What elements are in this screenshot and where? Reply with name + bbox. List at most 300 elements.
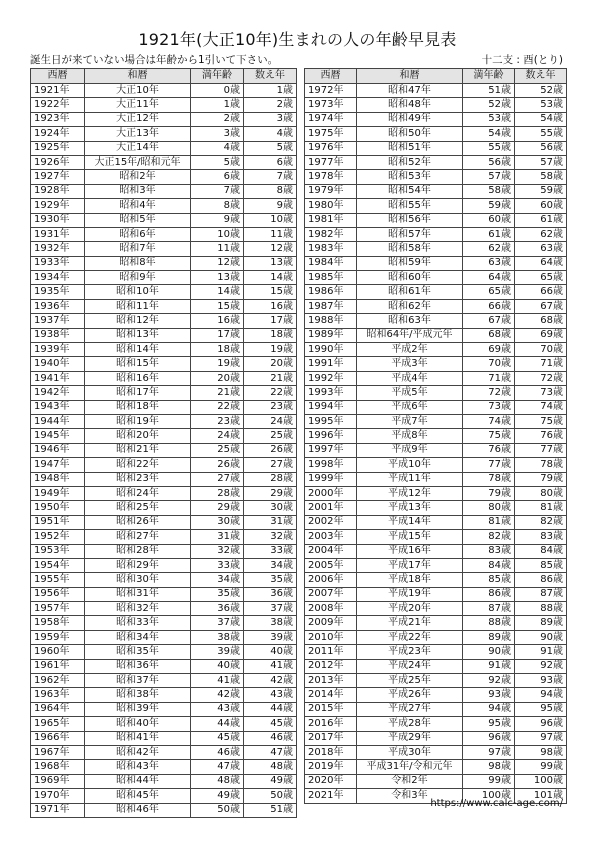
cell-seireki: 1946年 [31,443,85,457]
cell-seireki: 2013年 [305,674,357,688]
cell-seireki: 1927年 [31,170,85,184]
table-row [305,486,567,500]
cell-man-age: 79歳 [463,486,515,500]
table-row [305,702,567,716]
table-row [31,314,297,328]
cell-seireki: 1936年 [31,299,85,313]
cell-wareki: 平成11年 [357,472,463,486]
cell-seireki: 2007年 [305,587,357,601]
cell-wareki: 昭和17年 [85,386,191,400]
cell-kazoe: 63歳 [515,242,567,256]
table-row [305,84,567,98]
cell-man-age: 73歳 [463,400,515,414]
cell-man-age: 98歳 [463,760,515,774]
cell-kazoe: 22歳 [244,386,297,400]
cell-kazoe: 74歳 [515,400,567,414]
cell-man-age: 68歳 [463,328,515,342]
cell-seireki: 1982年 [305,227,357,241]
cell-seireki: 1977年 [305,155,357,169]
cell-kazoe: 8歳 [244,184,297,198]
cell-seireki: 1942年 [31,386,85,400]
cell-kazoe: 41歳 [244,659,297,673]
cell-wareki: 昭和2年 [85,170,191,184]
table-row [31,213,297,227]
cell-seireki: 1968年 [31,760,85,774]
cell-seireki: 1944年 [31,414,85,428]
cell-wareki: 大正12年 [85,112,191,126]
cell-kazoe: 77歳 [515,443,567,457]
cell-wareki: 昭和15年 [85,357,191,371]
cell-wareki: 昭和49年 [357,112,463,126]
cell-seireki: 1921年 [31,84,85,98]
cell-kazoe: 25歳 [244,429,297,443]
cell-kazoe: 80歳 [515,486,567,500]
cell-wareki: 平成29年 [357,731,463,745]
cell-man-age: 31歳 [191,530,244,544]
cell-wareki: 昭和5年 [85,213,191,227]
table-row [305,127,567,141]
cell-seireki: 2005年 [305,558,357,572]
cell-man-age: 37歳 [191,616,244,630]
table-row [305,472,567,486]
table-row [305,515,567,529]
cell-wareki: 昭和56年 [357,213,463,227]
cell-wareki: 平成12年 [357,486,463,500]
cell-kazoe: 15歳 [244,285,297,299]
table-row [31,328,297,342]
cell-wareki: 昭和6年 [85,227,191,241]
table-row [31,515,297,529]
cell-wareki: 平成8年 [357,429,463,443]
table-row [305,400,567,414]
cell-man-age: 67歳 [463,314,515,328]
cell-man-age: 82歳 [463,530,515,544]
cell-man-age: 30歳 [191,515,244,529]
cell-man-age: 47歳 [191,760,244,774]
cell-man-age: 80歳 [463,501,515,515]
cell-man-age: 27歳 [191,472,244,486]
table-row [305,688,567,702]
table-row [31,702,297,716]
cell-wareki: 昭和30年 [85,573,191,587]
table-row [31,256,297,270]
cell-wareki: 昭和3年 [85,184,191,198]
cell-man-age: 0歳 [191,84,244,98]
cell-wareki: 昭和40年 [85,717,191,731]
cell-seireki: 1945年 [31,429,85,443]
cell-man-age: 71歳 [463,371,515,385]
cell-man-age: 35歳 [191,587,244,601]
cell-seireki: 1985年 [305,271,357,285]
cell-seireki: 1981年 [305,213,357,227]
cell-wareki: 昭和42年 [85,745,191,759]
cell-kazoe: 36歳 [244,587,297,601]
cell-kazoe: 20歳 [244,357,297,371]
cell-seireki: 1954年 [31,558,85,572]
table-row [305,256,567,270]
cell-kazoe: 68歳 [515,314,567,328]
cell-seireki: 1987年 [305,299,357,313]
cell-wareki: 昭和62年 [357,299,463,313]
cell-man-age: 9歳 [191,213,244,227]
cell-seireki: 1949年 [31,486,85,500]
table-row [31,616,297,630]
cell-seireki: 2008年 [305,602,357,616]
table-row [305,371,567,385]
cell-wareki: 平成9年 [357,443,463,457]
cell-kazoe: 75歳 [515,414,567,428]
cell-man-age: 19歳 [191,357,244,371]
cell-wareki: 昭和29年 [85,558,191,572]
cell-wareki: 昭和13年 [85,328,191,342]
cell-wareki: 昭和54年 [357,184,463,198]
cell-man-age: 17歳 [191,328,244,342]
cell-seireki: 1935年 [31,285,85,299]
cell-seireki: 1963年 [31,688,85,702]
table-row [305,630,567,644]
cell-wareki: 平成14年 [357,515,463,529]
cell-seireki: 1979年 [305,184,357,198]
table-row [31,343,297,357]
cell-kazoe: 33歳 [244,544,297,558]
cell-kazoe: 56歳 [515,141,567,155]
cell-kazoe: 45歳 [244,717,297,731]
table-row [31,386,297,400]
cell-kazoe: 70歳 [515,343,567,357]
cell-wareki: 平成13年 [357,501,463,515]
table-row [31,645,297,659]
cell-man-age: 51歳 [463,84,515,98]
table-row [305,414,567,428]
cell-man-age: 75歳 [463,429,515,443]
cell-seireki: 1962年 [31,674,85,688]
cell-man-age: 86歳 [463,587,515,601]
cell-wareki: 昭和48年 [357,98,463,112]
cell-kazoe: 44歳 [244,702,297,716]
cell-wareki: 平成2年 [357,343,463,357]
cell-man-age: 16歳 [191,314,244,328]
cell-seireki: 1925年 [31,141,85,155]
cell-kazoe: 92歳 [515,659,567,673]
table-row [305,199,567,213]
cell-man-age: 28歳 [191,486,244,500]
cell-kazoe: 72歳 [515,371,567,385]
cell-seireki: 2004年 [305,544,357,558]
cell-kazoe: 96歳 [515,717,567,731]
table-row [305,299,567,313]
cell-seireki: 2006年 [305,573,357,587]
cell-seireki: 1923年 [31,112,85,126]
cell-man-age: 72歳 [463,386,515,400]
table-row [31,429,297,443]
cell-seireki: 1952年 [31,530,85,544]
cell-man-age: 78歳 [463,472,515,486]
table-row [31,630,297,644]
cell-seireki: 1970年 [31,789,85,803]
cell-man-age: 10歳 [191,227,244,241]
cell-man-age: 55歳 [463,141,515,155]
cell-kazoe: 89歳 [515,616,567,630]
cell-seireki: 1929年 [31,199,85,213]
cell-man-age: 74歳 [463,414,515,428]
cell-kazoe: 42歳 [244,674,297,688]
cell-man-age: 90歳 [463,645,515,659]
header-seireki: 西暦 [31,69,85,84]
cell-wareki: 昭和37年 [85,674,191,688]
table-row [31,227,297,241]
cell-kazoe: 61歳 [515,213,567,227]
cell-seireki: 2010年 [305,630,357,644]
cell-seireki: 1951年 [31,515,85,529]
cell-man-age: 63歳 [463,256,515,270]
age-table-right [304,68,567,804]
cell-man-age: 96歳 [463,731,515,745]
cell-wareki: 昭和52年 [357,155,463,169]
cell-man-age: 50歳 [191,803,244,817]
cell-kazoe: 78歳 [515,458,567,472]
cell-kazoe: 98歳 [515,745,567,759]
table-row [305,328,567,342]
cell-kazoe: 88歳 [515,602,567,616]
cell-man-age: 45歳 [191,731,244,745]
table-row [31,285,297,299]
table-row [305,731,567,745]
table-row [305,717,567,731]
cell-kazoe: 37歳 [244,602,297,616]
cell-man-age: 41歳 [191,674,244,688]
table-row [305,141,567,155]
cell-wareki: 昭和46年 [85,803,191,817]
cell-kazoe: 10歳 [244,213,297,227]
cell-wareki: 平成30年 [357,745,463,759]
cell-man-age: 84歳 [463,558,515,572]
cell-wareki: 昭和51年 [357,141,463,155]
cell-man-age: 5歳 [191,155,244,169]
table-body-right [305,84,567,804]
cell-seireki: 1997年 [305,443,357,457]
table-row [31,472,297,486]
cell-kazoe: 46歳 [244,731,297,745]
cell-wareki: 平成19年 [357,587,463,601]
cell-seireki: 1947年 [31,458,85,472]
cell-seireki: 1969年 [31,774,85,788]
cell-kazoe: 30歳 [244,501,297,515]
table-row [305,343,567,357]
cell-man-age: 48歳 [191,774,244,788]
cell-wareki: 平成20年 [357,602,463,616]
cell-wareki: 平成27年 [357,702,463,716]
cell-man-age: 21歳 [191,386,244,400]
table-row [31,127,297,141]
table-row [31,170,297,184]
cell-kazoe: 69歳 [515,328,567,342]
table-row [305,184,567,198]
header-kazoe: 数え年 [244,69,297,84]
cell-man-age: 83歳 [463,544,515,558]
cell-seireki: 1976年 [305,141,357,155]
cell-wareki: 平成15年 [357,530,463,544]
cell-seireki: 1993年 [305,386,357,400]
footer-url: https://www.calc-age.com/ [430,798,563,809]
cell-seireki: 1990年 [305,343,357,357]
cell-seireki: 2019年 [305,760,357,774]
cell-wareki: 平成25年 [357,674,463,688]
table-row [305,544,567,558]
cell-kazoe: 59歳 [515,184,567,198]
cell-man-age: 1歳 [191,98,244,112]
page-title: 1921年(大正10年)生まれの人の年齢早見表 [138,30,457,49]
cell-kazoe: 93歳 [515,674,567,688]
cell-man-age: 49歳 [191,789,244,803]
cell-seireki: 1960年 [31,645,85,659]
cell-kazoe: 21歳 [244,371,297,385]
cell-man-age: 77歳 [463,458,515,472]
table-row [305,745,567,759]
table-row [305,530,567,544]
table-header-row [31,69,297,84]
cell-kazoe: 24歳 [244,414,297,428]
cell-kazoe: 58歳 [515,170,567,184]
cell-seireki: 2015年 [305,702,357,716]
table-row [305,170,567,184]
table-row [305,645,567,659]
cell-seireki: 1972年 [305,84,357,98]
cell-kazoe: 27歳 [244,458,297,472]
cell-wareki: 大正13年 [85,127,191,141]
cell-wareki: 昭和57年 [357,227,463,241]
cell-kazoe: 60歳 [515,199,567,213]
cell-wareki: 大正10年 [85,84,191,98]
cell-kazoe: 12歳 [244,242,297,256]
cell-seireki: 1975年 [305,127,357,141]
cell-kazoe: 73歳 [515,386,567,400]
header-kazoe: 数え年 [515,69,567,84]
table-row [31,602,297,616]
cell-wareki: 平成18年 [357,573,463,587]
cell-man-age: 60歳 [463,213,515,227]
cell-man-age: 66歳 [463,299,515,313]
table-row [31,558,297,572]
table-row [305,112,567,126]
table-row [305,674,567,688]
cell-seireki: 1933年 [31,256,85,270]
cell-wareki: 大正11年 [85,98,191,112]
cell-wareki: 昭和53年 [357,170,463,184]
cell-man-age: 54歳 [463,127,515,141]
cell-man-age: 88歳 [463,616,515,630]
cell-seireki: 1943年 [31,400,85,414]
cell-seireki: 1991年 [305,357,357,371]
cell-wareki: 大正14年 [85,141,191,155]
table-row [31,544,297,558]
table-row [31,774,297,788]
cell-seireki: 1964年 [31,702,85,716]
table-row [31,84,297,98]
cell-wareki: 昭和34年 [85,630,191,644]
table-row [305,443,567,457]
cell-wareki: 昭和38年 [85,688,191,702]
cell-kazoe: 39歳 [244,630,297,644]
cell-man-age: 52歳 [463,98,515,112]
cell-kazoe: 2歳 [244,98,297,112]
table-row [305,357,567,371]
cell-seireki: 1924年 [31,127,85,141]
cell-wareki: 平成26年 [357,688,463,702]
cell-seireki: 1940年 [31,357,85,371]
table-row [31,745,297,759]
cell-kazoe: 23歳 [244,400,297,414]
cell-kazoe: 57歳 [515,155,567,169]
cell-kazoe: 40歳 [244,645,297,659]
table-row [31,458,297,472]
cell-kazoe: 52歳 [515,84,567,98]
cell-wareki: 昭和44年 [85,774,191,788]
cell-man-age: 46歳 [191,745,244,759]
cell-kazoe: 5歳 [244,141,297,155]
cell-man-age: 57歳 [463,170,515,184]
cell-wareki: 昭和25年 [85,501,191,515]
cell-kazoe: 55歳 [515,127,567,141]
cell-man-age: 33歳 [191,558,244,572]
cell-wareki: 昭和41年 [85,731,191,745]
table-row [305,587,567,601]
cell-man-age: 14歳 [191,285,244,299]
cell-man-age: 99歳 [463,774,515,788]
table-row [31,414,297,428]
cell-seireki: 2009年 [305,616,357,630]
cell-wareki: 昭和32年 [85,602,191,616]
cell-seireki: 1948年 [31,472,85,486]
cell-man-age: 18歳 [191,343,244,357]
cell-wareki: 昭和50年 [357,127,463,141]
cell-man-age: 26歳 [191,458,244,472]
cell-kazoe: 86歳 [515,573,567,587]
cell-man-age: 92歳 [463,674,515,688]
cell-wareki: 平成6年 [357,400,463,414]
cell-man-age: 64歳 [463,271,515,285]
cell-seireki: 1967年 [31,745,85,759]
cell-wareki: 昭和60年 [357,271,463,285]
cell-seireki: 1999年 [305,472,357,486]
cell-man-age: 76歳 [463,443,515,457]
cell-man-age: 100歳 [463,789,515,803]
cell-wareki: 昭和4年 [85,199,191,213]
cell-kazoe: 79歳 [515,472,567,486]
table-row [31,98,297,112]
cell-man-age: 22歳 [191,400,244,414]
cell-seireki: 2021年 [305,789,357,803]
table-row [31,184,297,198]
cell-kazoe: 6歳 [244,155,297,169]
cell-kazoe: 17歳 [244,314,297,328]
cell-kazoe: 26歳 [244,443,297,457]
cell-kazoe: 94歳 [515,688,567,702]
table-row [31,573,297,587]
cell-kazoe: 54歳 [515,112,567,126]
table-body-left [31,84,297,818]
cell-kazoe: 99歳 [515,760,567,774]
cell-kazoe: 53歳 [515,98,567,112]
table-row [31,674,297,688]
cell-seireki: 1934年 [31,271,85,285]
cell-seireki: 1980年 [305,199,357,213]
cell-man-age: 43歳 [191,702,244,716]
table-row [31,400,297,414]
cell-seireki: 2014年 [305,688,357,702]
cell-seireki: 1956年 [31,587,85,601]
cell-wareki: 昭和8年 [85,256,191,270]
cell-kazoe: 48歳 [244,760,297,774]
